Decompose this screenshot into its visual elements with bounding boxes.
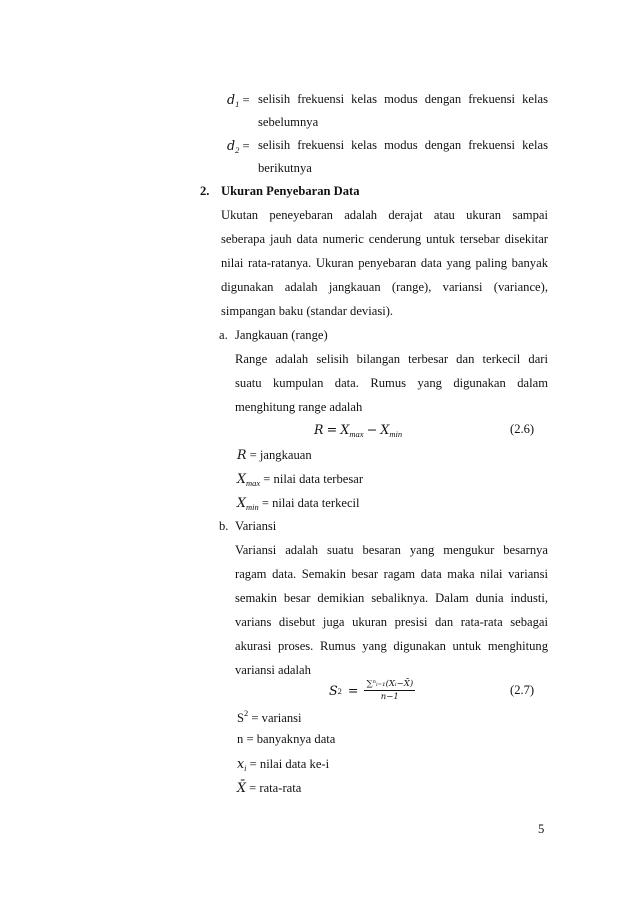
d1-equals: = <box>242 93 250 107</box>
variance-para-line3: semakin besar demikian sebaliknya. Dalam dunia industi, <box>235 591 548 605</box>
section-para-line3: nilai rata-ratanya. Ukuran penyebaran data yang paling banyak <box>221 256 548 270</box>
range-letter: a. <box>219 328 228 342</box>
range-para-line3: menghitung range adalah <box>235 400 363 414</box>
range-formula-equals: = <box>326 422 338 437</box>
range-formula <box>314 422 402 439</box>
legend-text: = variansi <box>251 711 302 725</box>
range-para-line2: suatu kumpulan data. Rumus yang digunakan dalam <box>235 376 548 390</box>
variance-formula <box>329 679 415 702</box>
range-legend-item <box>237 495 360 512</box>
d1-definition <box>227 92 250 109</box>
range-title: Jangkauan (range) <box>235 328 328 342</box>
legend-text: = banyaknya data <box>246 732 336 746</box>
legend-symbol: X <box>237 471 246 486</box>
range-formula-lhs: R <box>314 422 324 437</box>
range-formula-x1: X <box>340 422 350 437</box>
legend-text: = nilai data terkecil <box>261 496 360 510</box>
variance-para-line1: Variansi adalah suatu besaran yang mengukur besarnya <box>235 543 548 557</box>
legend-superscript: 2 <box>244 708 249 718</box>
legend-subscript: min <box>245 502 259 512</box>
legend-symbol: S <box>237 711 245 725</box>
legend-text: = nilai data ke-i <box>249 757 330 771</box>
legend-text: = jangkauan <box>249 448 312 462</box>
range-para-line1: Range adalah selisih bilangan terbesar dan terkecil dari <box>235 352 548 366</box>
variance-fraction <box>364 679 415 702</box>
variance-para-line2: ragam data. Semakin besar ragam data maka nilai variansi <box>235 567 548 581</box>
d2-text-line2: berikutnya <box>258 161 312 175</box>
variance-legend-item <box>237 756 329 773</box>
variance-para-line6: variansi adalah <box>235 663 311 677</box>
section-title: Ukuran Penyebaran Data <box>221 184 360 198</box>
page-number: 5 <box>538 822 545 836</box>
section-number: 2. <box>200 184 210 198</box>
variance-formula-lhs-sup: 2 <box>337 685 342 696</box>
d2-definition <box>227 138 250 155</box>
section-para-line1: Ukutan peneyebaran adalah derajat atau ukuran sampai <box>221 208 548 222</box>
variance-formula-lhs: S <box>329 683 338 698</box>
variance-legend-item <box>237 732 335 747</box>
variance-para-line5: akurasi proses. Rumus yang digunakan untuk menghitung <box>235 639 548 653</box>
range-legend-item <box>237 471 363 488</box>
variance-para-line4: varians disebut juga ukuran presisi dan rata-rata sebagai <box>235 615 548 629</box>
range-legend-item <box>237 447 312 463</box>
range-formula-x2: X <box>380 422 390 437</box>
section-para-line2: seberapa jauh data numeric cenderung untuk tersebar disekitar <box>221 232 548 246</box>
legend-symbol: X <box>237 495 246 510</box>
d2-equals: = <box>242 139 250 153</box>
d2-subscript: 2 <box>235 145 240 155</box>
variance-letter: b. <box>219 519 229 533</box>
legend-subscript: i <box>244 763 247 773</box>
d2-symbol: d <box>227 138 236 153</box>
d1-symbol: d <box>227 92 236 107</box>
legend-symbol: X̄ <box>237 780 246 795</box>
legend-symbol: n <box>237 732 244 746</box>
variance-title: Variansi <box>235 519 277 533</box>
d1-subscript: 1 <box>235 99 240 109</box>
section-para-line5: simpangan baku (standar deviasi). <box>221 304 394 318</box>
d1-text-line1: selisih frekuensi kelas modus dengan frekuensi kelas <box>258 92 548 106</box>
range-formula-x1-sub: max <box>349 429 364 439</box>
range-formula-x2-sub: min <box>389 429 403 439</box>
legend-subscript: max <box>245 478 261 488</box>
d2-text-line1: selisih frekuensi kelas modus dengan frekuensi kelas <box>258 138 548 152</box>
variance-legend-item <box>237 708 302 726</box>
variance-formula-equals: = <box>347 683 359 698</box>
variance-numerator: ∑ⁿᵢ₌₁(Xᵢ−X̄) <box>366 679 414 689</box>
variance-legend-item <box>237 780 301 796</box>
range-formula-minus: − <box>366 422 378 437</box>
variance-formula-number: (2.7) <box>510 683 535 697</box>
legend-text: = rata-rata <box>249 781 302 795</box>
d1-text-line2: sebelumnya <box>258 115 319 129</box>
variance-denominator: n−1 <box>380 692 399 702</box>
range-formula-number: (2.6) <box>510 422 535 436</box>
section-para-line4: digunakan adalah jangkauan (range), variansi (variance), <box>221 280 548 294</box>
legend-text: = nilai data terbesar <box>263 472 364 486</box>
legend-symbol: x <box>237 756 245 771</box>
legend-symbol: R <box>237 447 247 462</box>
